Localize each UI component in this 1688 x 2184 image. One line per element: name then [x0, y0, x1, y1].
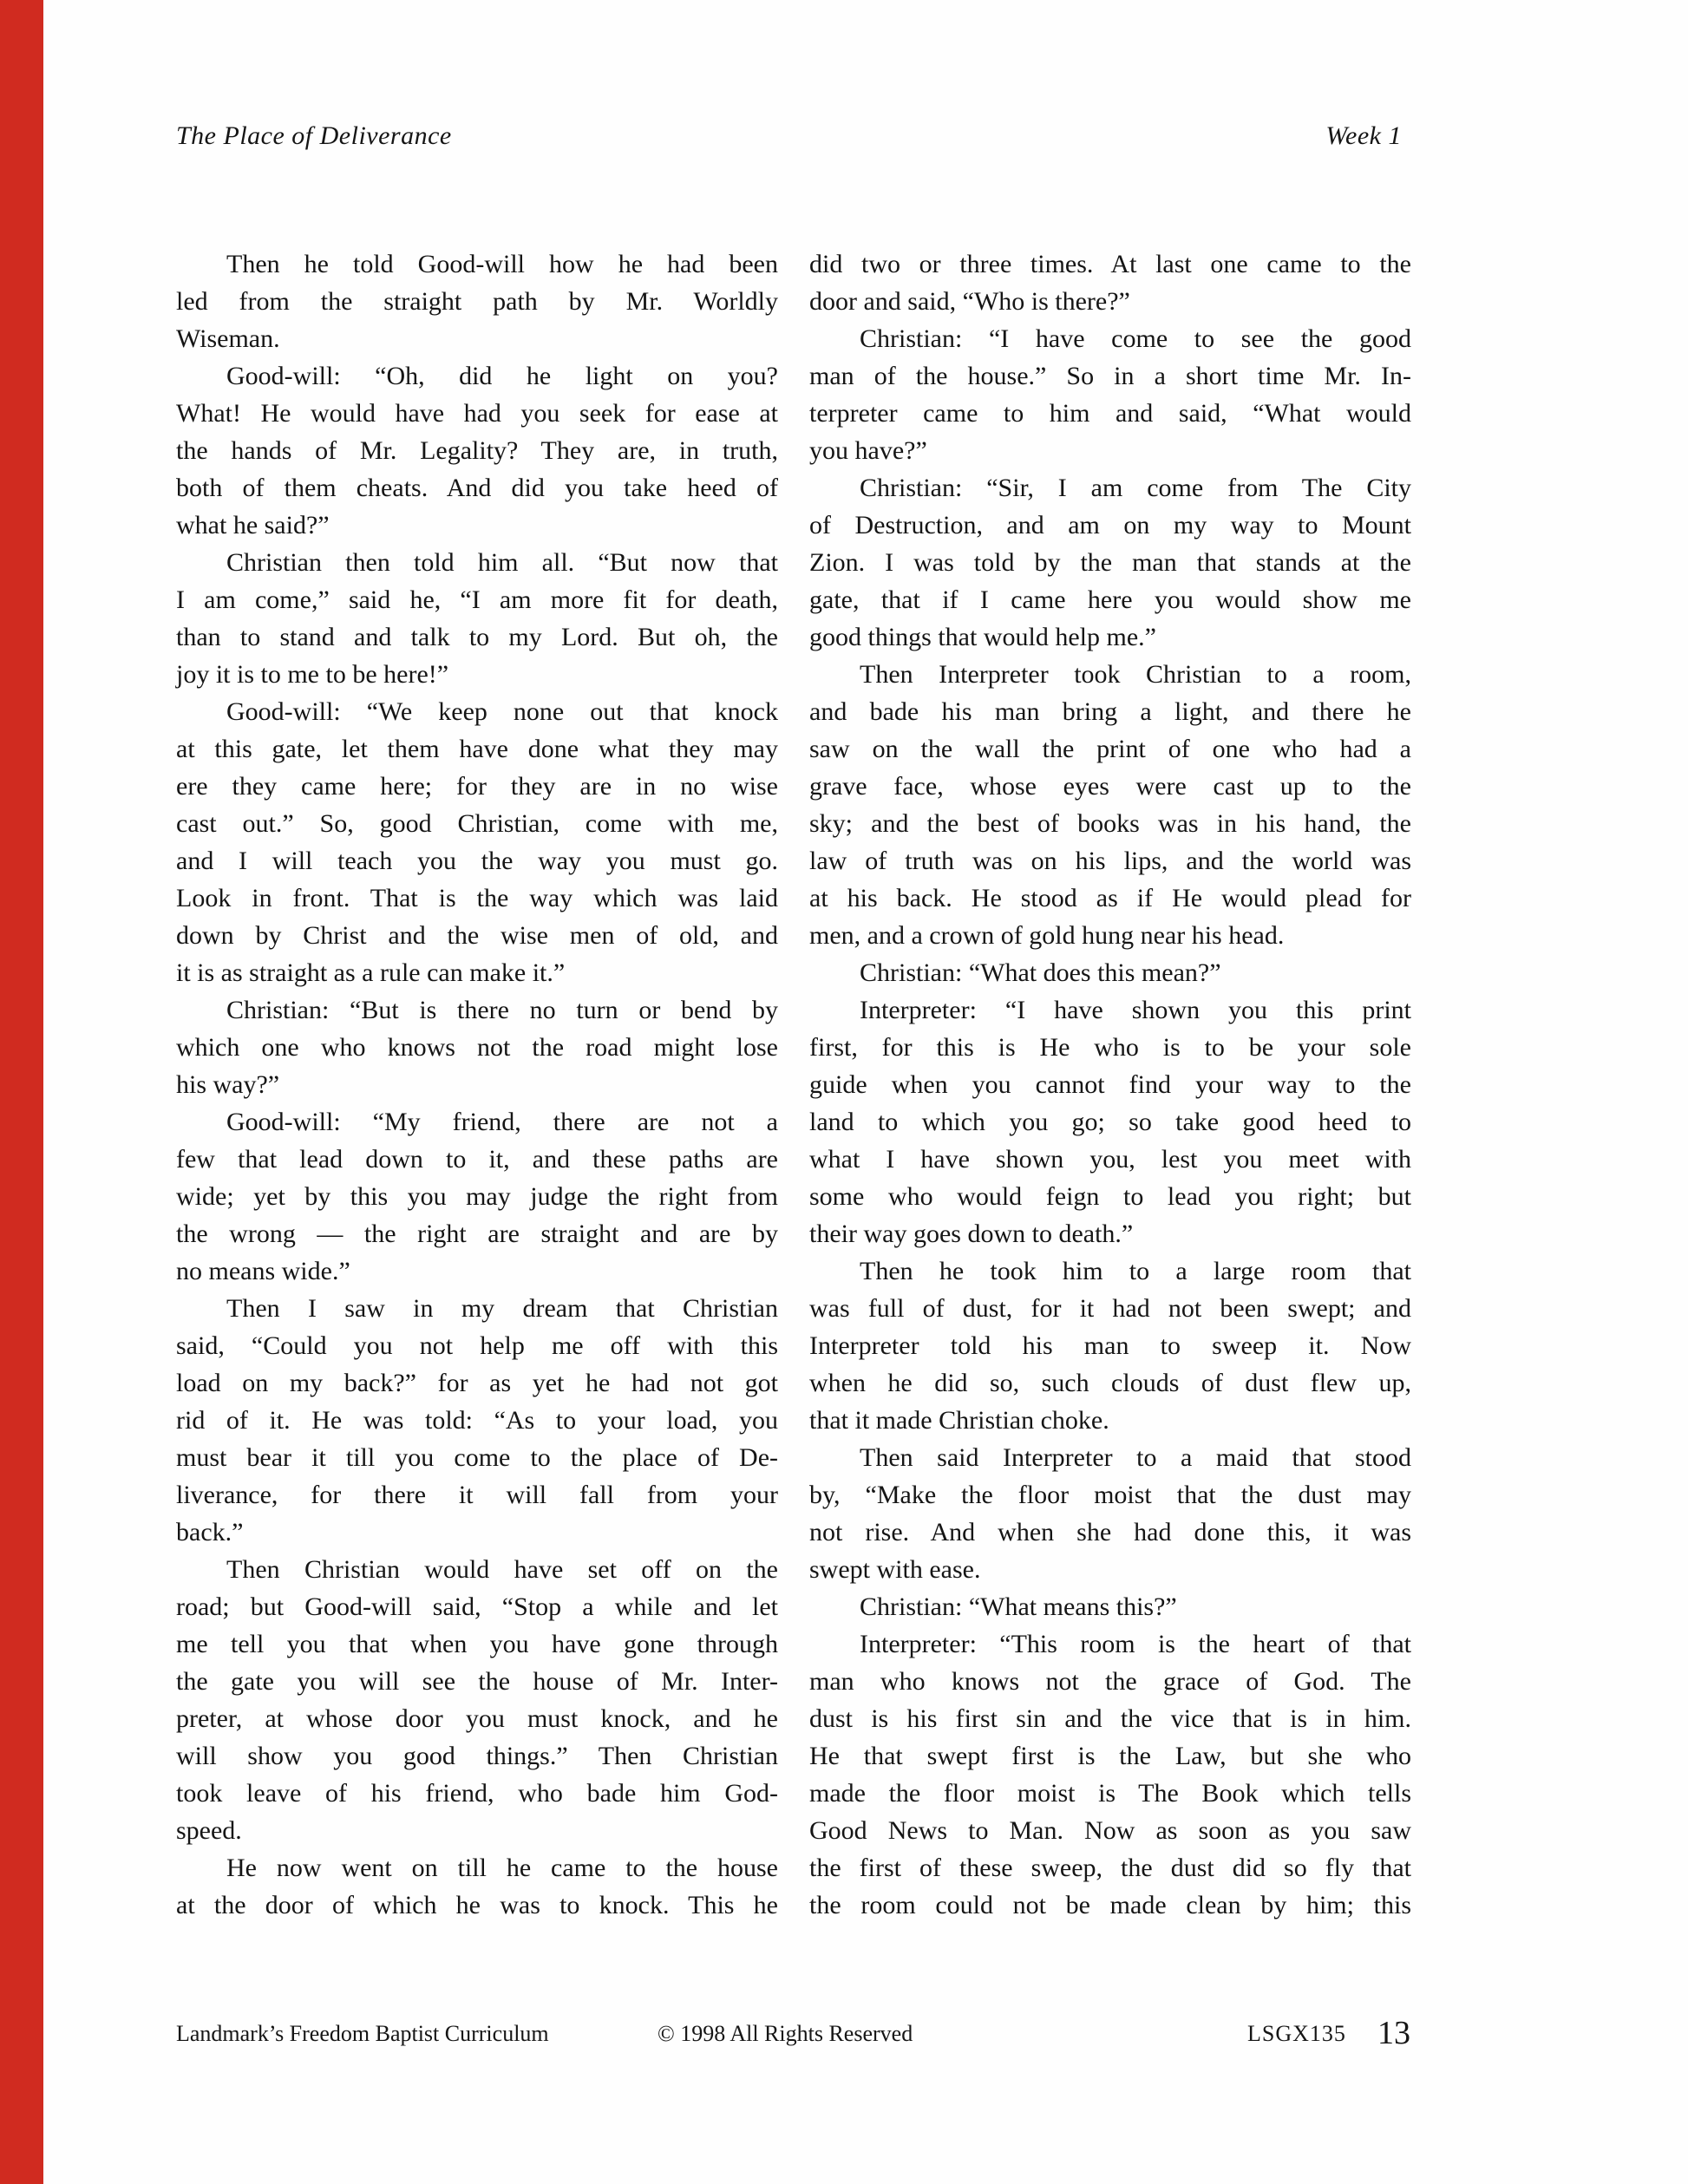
- text-line: Good-will: “Oh, did he light on you?: [226, 362, 778, 390]
- text-line: guide when you cannot find your way to the: [809, 1070, 1411, 1099]
- text-line: Interpreter: “This room is the heart of that: [860, 1630, 1411, 1658]
- text-line: their way goes down to death.”: [809, 1220, 1134, 1248]
- paragraph: [809, 320, 1411, 469]
- text-line: the room could not be made clean by him; this: [809, 1891, 1411, 1919]
- text-line: What! He would have had you seek for ease at: [176, 399, 778, 428]
- text-line: both of them cheats. And did you take heed of: [176, 474, 778, 502]
- paragraph: [176, 245, 778, 357]
- text-line: terpreter came to him and said, “What would: [809, 399, 1411, 428]
- text-line: preter, at whose door you must knock, and he: [176, 1704, 778, 1733]
- footer-catalog-code: LSGX135: [1247, 2021, 1346, 2046]
- text-line: man of the house.” So in a short time Mr. In-: [809, 362, 1411, 390]
- text-line: which one who knows not the road might lose: [176, 1033, 778, 1062]
- text-line: Good-will: “My friend, there are not a: [226, 1108, 778, 1136]
- text-line: speed.: [176, 1816, 242, 1845]
- text-line: Christian: “I have come to see the good: [860, 324, 1411, 353]
- text-line: land to which you go; so take good heed to: [809, 1108, 1411, 1136]
- text-line: rid of it. He was told: “As to your load, you: [176, 1406, 778, 1435]
- text-line: Christian: “Sir, I am come from The City: [860, 474, 1411, 502]
- paragraph: [176, 544, 778, 693]
- header-week-label: Week 1: [1325, 121, 1402, 150]
- text-line: Good News to Man. Now as soon as you saw: [809, 1816, 1411, 1845]
- text-line: men, and a crown of gold hung near his head.: [809, 921, 1285, 950]
- text-line: must bear it till you come to the place of De-: [176, 1443, 778, 1472]
- paragraph: [176, 693, 778, 991]
- paragraph: [809, 1252, 1411, 1439]
- text-line: the wrong — the right are straight and are by: [176, 1220, 778, 1248]
- paragraph: [176, 991, 778, 1103]
- text-line: Christian then told him all. “But now that: [226, 548, 778, 577]
- paragraph: [809, 1588, 1411, 1625]
- text-line: man who knows not the grace of God. The: [809, 1667, 1411, 1696]
- text-line: sky; and the best of books was in his hand, the: [809, 809, 1411, 838]
- text-line: wide; yet by this you may judge the right from: [176, 1182, 778, 1211]
- paragraph: [809, 1625, 1411, 1924]
- text-line: than to stand and talk to my Lord. But oh, the: [176, 623, 778, 651]
- text-line: made the floor moist is The Book which tells: [809, 1779, 1411, 1808]
- text-line: the hands of Mr. Legality? They are, in truth,: [176, 436, 778, 465]
- text-column-right: [809, 245, 1411, 1924]
- page-footer: [0, 2014, 1688, 2066]
- text-line: Good-will: “We keep none out that knock: [226, 697, 778, 726]
- text-line: that it made Christian choke.: [809, 1406, 1109, 1435]
- text-line: Then Interpreter took Christian to a room,: [860, 660, 1411, 689]
- text-line: when he did so, such clouds of dust flew up,: [809, 1369, 1411, 1397]
- text-line: the first of these sweep, the dust did so fly that: [809, 1854, 1411, 1882]
- text-line: Then he told Good-will how he had been: [226, 250, 778, 278]
- text-line: gate, that if I came here you would show me: [809, 585, 1411, 614]
- paragraph: [809, 469, 1411, 656]
- text-line: I am come,” said he, “I am more fit for death,: [176, 585, 778, 614]
- text-line: Interpreter: “I have shown you this print: [860, 996, 1411, 1024]
- text-line: Then Christian would have set off on the: [226, 1555, 778, 1584]
- text-line: did two or three times. At last one came to the: [809, 250, 1411, 278]
- text-line: no means wide.”: [176, 1257, 350, 1285]
- text-line: Then said Interpreter to a maid that stood: [860, 1443, 1411, 1472]
- paragraph: [176, 1290, 778, 1551]
- text-line: not rise. And when she had done this, it was: [809, 1518, 1411, 1546]
- text-line: me tell you that when you have gone through: [176, 1630, 778, 1658]
- text-line: He now went on till he came to the house: [226, 1854, 778, 1882]
- text-line: Interpreter told his man to sweep it. Now: [809, 1331, 1411, 1360]
- text-line: Christian: “But is there no turn or bend by: [226, 996, 778, 1024]
- text-line: said, “Could you not help me off with this: [176, 1331, 778, 1360]
- text-line: joy it is to me to be here!”: [176, 660, 449, 689]
- text-line: by, “Make the floor moist that the dust may: [809, 1481, 1411, 1509]
- text-line: down by Christ and the wise men of old, and: [176, 921, 778, 950]
- text-line: door and said, “Who is there?”: [809, 287, 1130, 316]
- text-line: law of truth was on his lips, and the world was: [809, 847, 1411, 875]
- text-line: and I will teach you the way you must go.: [176, 847, 778, 875]
- text-line: He that swept first is the Law, but she who: [809, 1742, 1411, 1770]
- text-line: first, for this is He who is to be your sole: [809, 1033, 1411, 1062]
- text-line: what he said?”: [176, 511, 330, 539]
- text-line: load on my back?” for as yet he had not got: [176, 1369, 778, 1397]
- text-line: took leave of his friend, who bade him God-: [176, 1779, 778, 1808]
- text-line: the gate you will see the house of Mr. Inter-: [176, 1667, 778, 1696]
- text-column-left: [176, 245, 778, 1924]
- footer-publisher: Landmark’s Freedom Baptist Curriculum: [176, 2021, 549, 2046]
- paragraph: [809, 991, 1411, 1252]
- text-line: ere they came here; for they are in no wise: [176, 772, 778, 801]
- paragraph: [809, 1439, 1411, 1588]
- text-line: what I have shown you, lest you meet with: [809, 1145, 1411, 1174]
- paragraph: [809, 656, 1411, 954]
- text-line: cast out.” So, good Christian, come with me,: [176, 809, 778, 838]
- page-header: [0, 121, 1688, 156]
- header-chapter-title: The Place of Deliverance: [176, 121, 452, 150]
- text-line: Then he took him to a large room that: [860, 1257, 1411, 1285]
- text-line: it is as straight as a rule can make it.”: [176, 958, 566, 987]
- text-line: Zion. I was told by the man that stands at the: [809, 548, 1411, 577]
- text-line: you have?”: [809, 436, 927, 465]
- text-line: and bade his man bring a light, and there he: [809, 697, 1411, 726]
- text-line: at this gate, let them have done what they may: [176, 735, 778, 763]
- text-line: few that lead down to it, and these paths are: [176, 1145, 778, 1174]
- text-line: of Destruction, and am on my way to Mount: [809, 511, 1411, 539]
- paragraph: [176, 1103, 778, 1290]
- text-line: Christian: “What means this?”: [860, 1592, 1177, 1621]
- text-line: dust is his first sin and the vice that is in him.: [809, 1704, 1411, 1733]
- text-line: his way?”: [176, 1070, 280, 1099]
- text-line: Look in front. That is the way which was laid: [176, 884, 778, 912]
- text-line: swept with ease.: [809, 1555, 981, 1584]
- text-line: back.”: [176, 1518, 244, 1546]
- paragraph: [809, 954, 1411, 991]
- text-line: Wiseman.: [176, 324, 280, 353]
- text-line: at his back. He stood as if He would plead for: [809, 884, 1411, 912]
- text-line: liverance, for there it will fall from your: [176, 1481, 778, 1509]
- text-line: Then I saw in my dream that Christian: [226, 1294, 778, 1323]
- text-line: was full of dust, for it had not been swept; and: [809, 1294, 1411, 1323]
- text-line: led from the straight path by Mr. Worldly: [176, 287, 778, 316]
- text-line: some who would feign to lead you right; but: [809, 1182, 1411, 1211]
- text-line: will show you good things.” Then Christian: [176, 1742, 778, 1770]
- footer-page-number: 13: [1377, 2015, 1410, 2051]
- paragraph: [809, 245, 1411, 320]
- text-line: saw on the wall the print of one who had a: [809, 735, 1411, 763]
- paragraph: [176, 1849, 778, 1924]
- text-line: grave face, whose eyes were cast up to the: [809, 772, 1411, 801]
- footer-copyright: © 1998 All Rights Reserved: [658, 2021, 913, 2046]
- text-line: good things that would help me.”: [809, 623, 1156, 651]
- paragraph: [176, 1551, 778, 1849]
- text-line: at the door of which he was to knock. This he: [176, 1891, 778, 1919]
- text-line: Christian: “What does this mean?”: [860, 958, 1221, 987]
- text-line: road; but Good-will said, “Stop a while and let: [176, 1592, 778, 1621]
- red-binding-edge-stripe: [0, 0, 43, 2184]
- paragraph: [176, 357, 778, 544]
